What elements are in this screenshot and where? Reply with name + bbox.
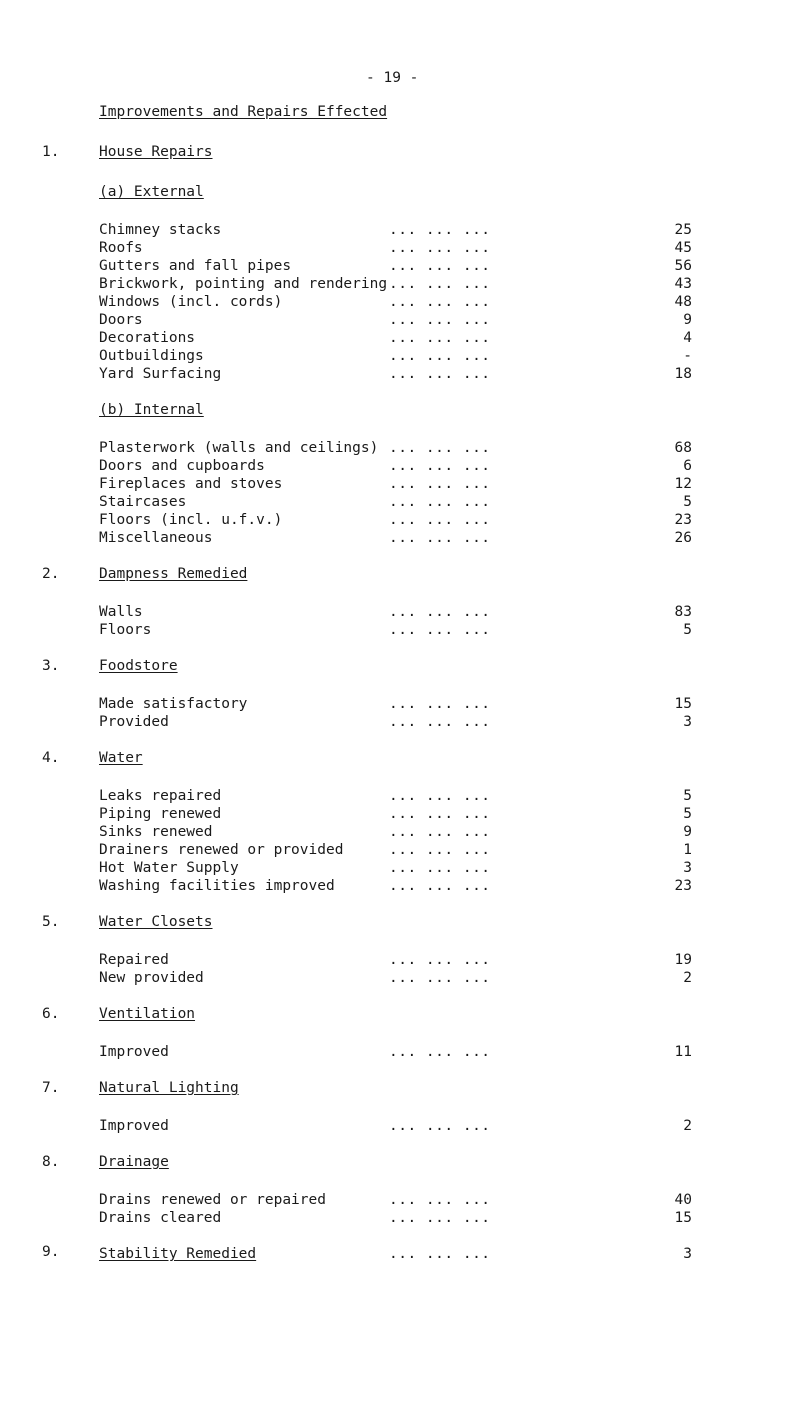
section-heading: Water Closets: [99, 914, 213, 930]
row-label: Made satisfactory: [99, 696, 248, 712]
dot-leader: ... ... ...: [389, 788, 491, 804]
row-value: -: [683, 348, 692, 364]
row-label: Piping renewed: [99, 806, 222, 822]
page-number: - 19 -: [366, 70, 419, 86]
row-value: 43: [674, 276, 692, 292]
row-label: Fireplaces and stoves: [99, 476, 283, 492]
row-value: 45: [674, 240, 692, 256]
row-label: Doors: [99, 312, 143, 328]
table-row: [99, 492, 692, 512]
table-row: [99, 804, 692, 824]
row-label: New provided: [99, 970, 204, 986]
row-value: 23: [674, 512, 692, 528]
dot-leader: ... ... ...: [389, 530, 491, 546]
row-value: 23: [674, 878, 692, 894]
dot-leader: ... ... ...: [389, 1118, 491, 1134]
dot-leader: ... ... ...: [389, 1246, 491, 1262]
table-row: [99, 968, 692, 988]
table-row: [99, 364, 692, 384]
table-row: [99, 602, 692, 622]
table-row: [99, 1190, 692, 1210]
row-label: Floors (incl. u.f.v.): [99, 512, 283, 528]
row-value: 2: [683, 1118, 692, 1134]
section-heading: Foodstore: [99, 658, 178, 674]
row-label: Staircases: [99, 494, 187, 510]
row-label: Drainers renewed or provided: [99, 842, 344, 858]
section-number: 9.: [42, 1244, 60, 1260]
section-heading: House Repairs: [99, 144, 213, 160]
page-title: Improvements and Repairs Effected: [99, 104, 388, 120]
table-row: [99, 328, 692, 348]
row-label: Repaired: [99, 952, 169, 968]
dot-leader: ... ... ...: [389, 1210, 491, 1226]
section-heading: Water: [99, 750, 143, 766]
row-label: Floors: [99, 622, 152, 638]
row-value: 56: [674, 258, 692, 274]
row-value: 12: [674, 476, 692, 492]
table-row: [99, 1042, 692, 1062]
section-heading: Drainage: [99, 1154, 169, 1170]
row-value: 2: [683, 970, 692, 986]
dot-leader: ... ... ...: [389, 276, 491, 292]
dot-leader: ... ... ...: [389, 476, 491, 492]
dot-leader: ... ... ...: [389, 348, 491, 364]
table-row: [99, 474, 692, 494]
table-row: [99, 310, 692, 330]
row-label: Gutters and fall pipes: [99, 258, 292, 274]
table-row: [99, 238, 692, 258]
row-value: 5: [683, 806, 692, 822]
dot-leader: ... ... ...: [389, 330, 491, 346]
dot-leader: ... ... ...: [389, 878, 491, 894]
dot-leader: ... ... ...: [389, 440, 491, 456]
section-heading: Ventilation: [99, 1006, 196, 1022]
table-row: [99, 950, 692, 970]
row-value: 15: [674, 1210, 692, 1226]
dot-leader: ... ... ...: [389, 842, 491, 858]
row-value: 3: [683, 860, 692, 876]
dot-leader: ... ... ...: [389, 312, 491, 328]
dot-leader: ... ... ...: [389, 714, 491, 730]
row-label: Doors and cupboards: [99, 458, 265, 474]
section-number: 8.: [42, 1154, 60, 1170]
row-label: Walls: [99, 604, 143, 620]
row-value: 48: [674, 294, 692, 310]
table-row: [99, 858, 692, 878]
row-label: Leaks repaired: [99, 788, 222, 804]
dot-leader: ... ... ...: [389, 696, 491, 712]
dot-leader: ... ... ...: [389, 860, 491, 876]
row-value: 4: [683, 330, 692, 346]
subsection-heading: (b) Internal: [99, 402, 204, 418]
row-value: 68: [674, 440, 692, 456]
row-label: Washing facilities improved: [99, 878, 335, 894]
row-value: 9: [683, 824, 692, 840]
row-label: Hot Water Supply: [99, 860, 239, 876]
row-value: 6: [683, 458, 692, 474]
table-row: [99, 220, 692, 240]
table-row: [99, 712, 692, 732]
row-label: Windows (incl. cords): [99, 294, 283, 310]
dot-leader: ... ... ...: [389, 604, 491, 620]
dot-leader: ... ... ...: [389, 970, 491, 986]
table-row: [99, 786, 692, 806]
dot-leader: ... ... ...: [389, 240, 491, 256]
dot-leader: ... ... ...: [389, 458, 491, 474]
row-label: Yard Surfacing: [99, 366, 222, 382]
row-value: 3: [683, 1246, 692, 1262]
table-row: [99, 620, 692, 640]
row-label: Roofs: [99, 240, 143, 256]
row-label: Brickwork, pointing and rendering: [99, 276, 388, 292]
row-value: 40: [674, 1192, 692, 1208]
table-row: [99, 1244, 692, 1264]
table-row: [99, 256, 692, 276]
row-value: 83: [674, 604, 692, 620]
dot-leader: ... ... ...: [389, 1044, 491, 1060]
table-row: [99, 528, 692, 548]
row-value: 26: [674, 530, 692, 546]
section-heading: Natural Lighting: [99, 1080, 239, 1096]
table-row: [99, 840, 692, 860]
table-row: [99, 694, 692, 714]
table-row: [99, 1116, 692, 1136]
table-row: [99, 510, 692, 530]
row-label: Sinks renewed: [99, 824, 213, 840]
table-row: [99, 292, 692, 312]
row-label: Outbuildings: [99, 348, 204, 364]
row-value: 9: [683, 312, 692, 328]
dot-leader: ... ... ...: [389, 494, 491, 510]
table-row: [99, 274, 692, 294]
dot-leader: ... ... ...: [389, 258, 491, 274]
row-value: 5: [683, 622, 692, 638]
section-heading: Stability Remedied: [99, 1246, 257, 1262]
dot-leader: ... ... ...: [389, 952, 491, 968]
row-value: 5: [683, 494, 692, 510]
section-number: 5.: [42, 914, 60, 930]
row-value: 5: [683, 788, 692, 804]
table-row: [99, 876, 692, 896]
table-row: [99, 346, 692, 366]
dot-leader: ... ... ...: [389, 366, 491, 382]
dot-leader: ... ... ...: [389, 1192, 491, 1208]
table-row: [99, 822, 692, 842]
row-label: Drains renewed or repaired: [99, 1192, 326, 1208]
dot-leader: ... ... ...: [389, 824, 491, 840]
section-number: 6.: [42, 1006, 60, 1022]
row-label: Miscellaneous: [99, 530, 213, 546]
table-row: [99, 1208, 692, 1228]
table-row: [99, 456, 692, 476]
section-number: 7.: [42, 1080, 60, 1096]
section-number: 4.: [42, 750, 60, 766]
row-label: Improved: [99, 1044, 169, 1060]
section-number: 1.: [42, 144, 60, 160]
dot-leader: ... ... ...: [389, 622, 491, 638]
row-value: 19: [674, 952, 692, 968]
row-value: 25: [674, 222, 692, 238]
row-label: Improved: [99, 1118, 169, 1134]
row-value: 3: [683, 714, 692, 730]
dot-leader: ... ... ...: [389, 222, 491, 238]
row-value: 11: [674, 1044, 692, 1060]
section-number: 2.: [42, 566, 60, 582]
dot-leader: ... ... ...: [389, 806, 491, 822]
row-label: Plasterwork (walls and ceilings): [99, 440, 379, 456]
row-value: 15: [674, 696, 692, 712]
row-label: Provided: [99, 714, 169, 730]
row-label: Decorations: [99, 330, 196, 346]
row-value: 18: [674, 366, 692, 382]
section-number: 3.: [42, 658, 60, 674]
row-value: 1: [683, 842, 692, 858]
dot-leader: ... ... ...: [389, 512, 491, 528]
row-label: Drains cleared: [99, 1210, 222, 1226]
dot-leader: ... ... ...: [389, 294, 491, 310]
section-heading: Dampness Remedied: [99, 566, 248, 582]
subsection-heading: (a) External: [99, 184, 204, 200]
table-row: [99, 438, 692, 458]
row-label: Chimney stacks: [99, 222, 222, 238]
